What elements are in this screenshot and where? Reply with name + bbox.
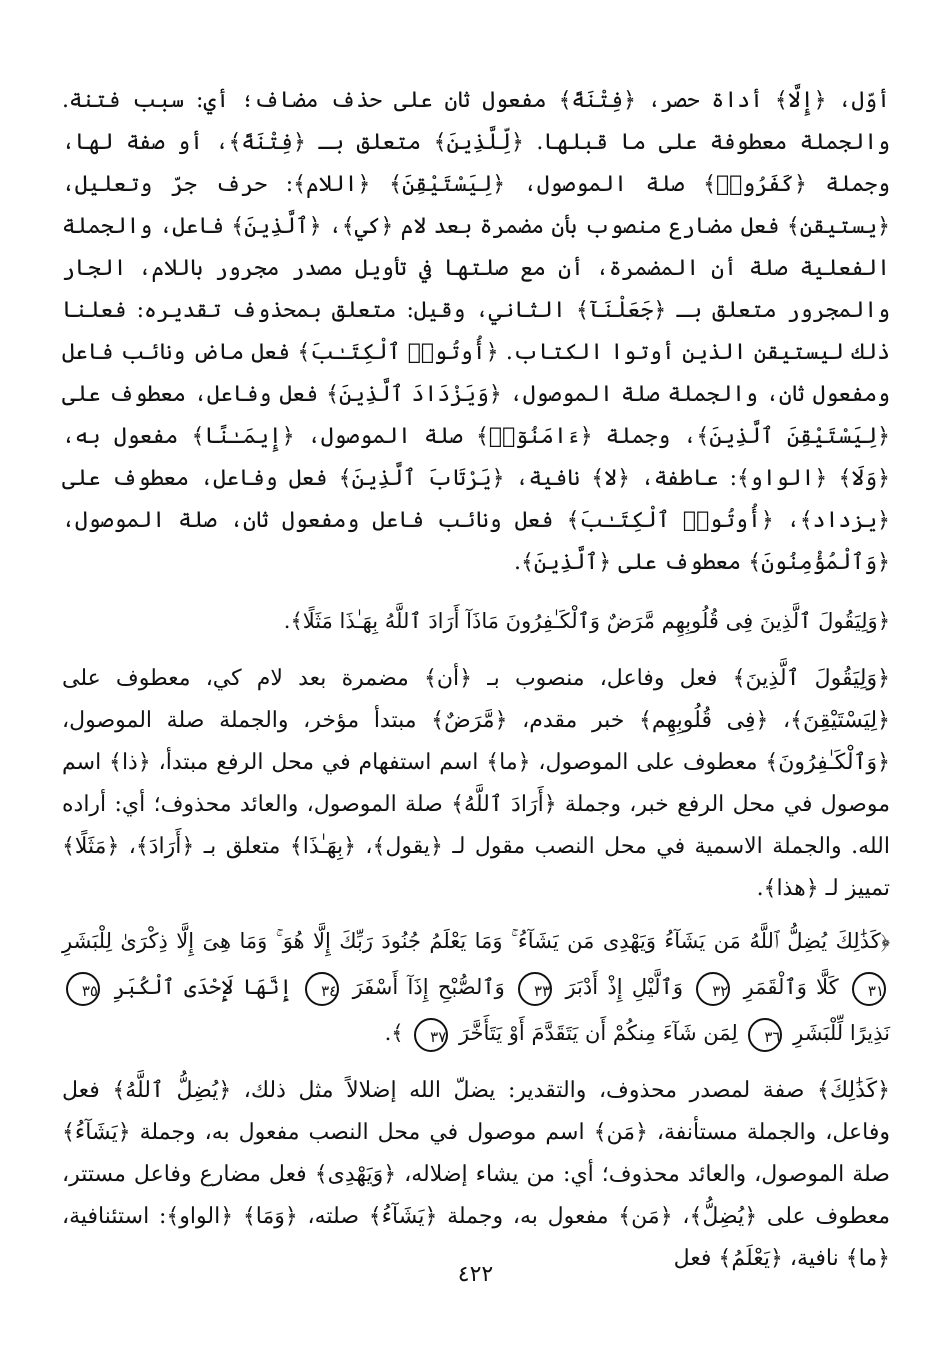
- ayah-number-marker: ٣٢: [696, 972, 730, 1006]
- ayah-number-marker: ٣٧: [414, 1018, 448, 1052]
- verse-segment: نَذِيرًا لِّلْبَشَرِ: [793, 1021, 890, 1045]
- ayah-number-marker: ٣٥: [66, 972, 100, 1006]
- page-number: ٤٢٢: [457, 1262, 494, 1287]
- verse-1: ﴿وَلِيَقُولَ ٱلَّذِينَ فِى قُلُوبِهِم مَّرَضٌ وَٱلْكَـٰفِرُونَ مَاذَآ أَرَادَ ٱللَّهُ بِهَـٰذَا مَثَلًا﴾.: [283, 609, 890, 633]
- page-body: [62, 80, 890, 1280]
- verse-segment: لِمَن شَآءَ مِنكُمْ أَن يَتَقَدَّمَ أَوْ يَتَأَخَّرَ: [458, 1021, 738, 1045]
- ayah-number-marker: ٣٤: [305, 972, 339, 1006]
- paragraph-1: أوّل، ﴿إِلَّا﴾ أداة حصر، ﴿فِتْنَةً﴾ مفعول ثان على حذف مضاف؛ أي: سبب فتنة. والجملة معطوفة على ما قبلها. ﴿لِّلَّذِينَ﴾ متعلق بـ ﴿فِتْنَةً﴾، أو صفة لها، وجملة ﴿كَفَرُوا۟﴾ صلة الموصول، ﴿لِيَسْتَيْقِنَ﴾ ﴿اللام﴾: حرف جرّ وتعليل، ﴿يستيقن﴾ فعل مضارع منصوب بأن مضمرة بعد لام ﴿كي﴾، ﴿ٱلَّذِينَ﴾ فاعل، والجملة الفعلية صلة أن المضمرة، أن مع صلتها في تأويل مصدر مجرور باللام، الجار والمجرور متعلق بـ ﴿جَعَلْنَآ﴾ الثاني، وقيل: متعلق بمحذوف تقديره: فعلنا ذلك ليستيقن الذين أوتوا الكتاب. ﴿أُوتُوا۟ ٱلْكِتَـٰبَ﴾ فعل ماض ونائب فاعل ومفعول ثان، والجملة صلة الموصول، ﴿وَيَزْدَادَ ٱلَّذِينَ﴾ فعل وفاعل، معطوف على ﴿لِيَسْتَيْقِنَ ٱلَّذِينَ﴾، وجملة ﴿ءَامَنُوٓا۟﴾ صلة الموصول، ﴿إِيمَـٰنًا﴾ مفعول به، ﴿وَلَا﴾ ﴿الواو﴾: عاطفة، ﴿لا﴾ نافية، ﴿يَرْتَابَ ٱلَّذِينَ﴾ فعل وفاعل، معطوف على ﴿يزداد﴾، ﴿أُوتُوا۟ ٱلْكِتَـٰبَ﴾ فعل ونائب فاعل ومفعول ثان، صلة الموصول، ﴿وَٱلْمُؤْمِنُونَ﴾ معطوف على ﴿ٱلَّذِينَ﴾.: [62, 88, 890, 575]
- ayah-number-marker: ٣٣: [518, 972, 552, 1006]
- verse-segment: وَٱلَّيْلِ إِذْ أَدْبَرَ: [565, 975, 683, 999]
- paragraph-2: ﴿وَلِيَقُولَ ٱلَّذِينَ﴾ فعل وفاعل، منصوب بـ ﴿أن﴾ مضمرة بعد لام كي، معطوف على ﴿لِيَسْتَيْقِنَ﴾، ﴿فِى قُلُوبِهِم﴾ خبر مقدم، ﴿مَّرَضٌ﴾ مبتدأ مؤخر، والجملة صلة الموصول، ﴿وَٱلْكَـٰفِرُونَ﴾ معطوف على الموصول، ﴿ما﴾ اسم استفهام في محل الرفع مبتدأ، ﴿ذا﴾ اسم موصول في محل الرفع خبر، وجملة ﴿أَرَادَ ٱللَّهُ﴾ صلة الموصول، والعائد محذوف؛ أي: أراده الله. والجملة الاسمية في محل النصب مقول لـ ﴿يقول﴾، ﴿بِهَـٰذَا﴾ متعلق بـ ﴿أَرَادَ﴾، ﴿مَثَلًا﴾ تمييز لـ ﴿هذا﴾.: [62, 666, 890, 901]
- ayah-number-marker: ٣٦: [748, 1018, 782, 1052]
- verse-segment: وَٱلصُّبْحِ إِذَآ أَسْفَرَ: [352, 975, 505, 999]
- paragraph-3: ﴿كَذَٰلِكَ﴾ صفة لمصدر محذوف، والتقدير: يضلّ الله إضلالاً مثل ذلك، ﴿يُضِلُّ ٱللَّهُ﴾ فعل وفاعل، والجملة مستأنفة، ﴿مَن﴾ اسم موصول في محل النصب مفعول به، وجملة ﴿يَشَآءُ﴾ صلة الموصول، والعائد محذوف؛ أي: من يشاء إضلاله، ﴿وَيَهْدِى﴾ فعل مضارع وفاعل مستتر، معطوف على ﴿يُضِلُّ﴾، ﴿مَن﴾ مفعول به، وجملة ﴿يَشَآءُ﴾ صلته، ﴿وَمَا﴾ ﴿الواو﴾: استئنافية، ﴿ما﴾ نافية، ﴿يَعْلَمُ﴾ فعل: [62, 1078, 890, 1271]
- verse-2: [62, 918, 890, 1056]
- verse-segment: ﴿كَذَٰلِكَ يُضِلُّ ٱللَّهُ مَن يَشَآءُ وَيَهْدِى مَن يَشَآءُ ۚ وَمَا يَعْلَمُ جُنُودَ رَبِّكَ إِلَّا هُوَ ۚ وَمَا هِىَ إِلَّا ذِكْرَىٰ لِلْبَشَرِ: [62, 929, 890, 953]
- verse-segment: إِنَّهَا لَإِحْدَى ٱلْكُبَرِ: [113, 975, 292, 999]
- verse-segment: كَلَّا وَٱلْقَمَرِ: [743, 975, 839, 999]
- ayah-number-marker: ٣١: [852, 972, 886, 1006]
- verse-closing: ﴾.: [384, 1021, 404, 1045]
